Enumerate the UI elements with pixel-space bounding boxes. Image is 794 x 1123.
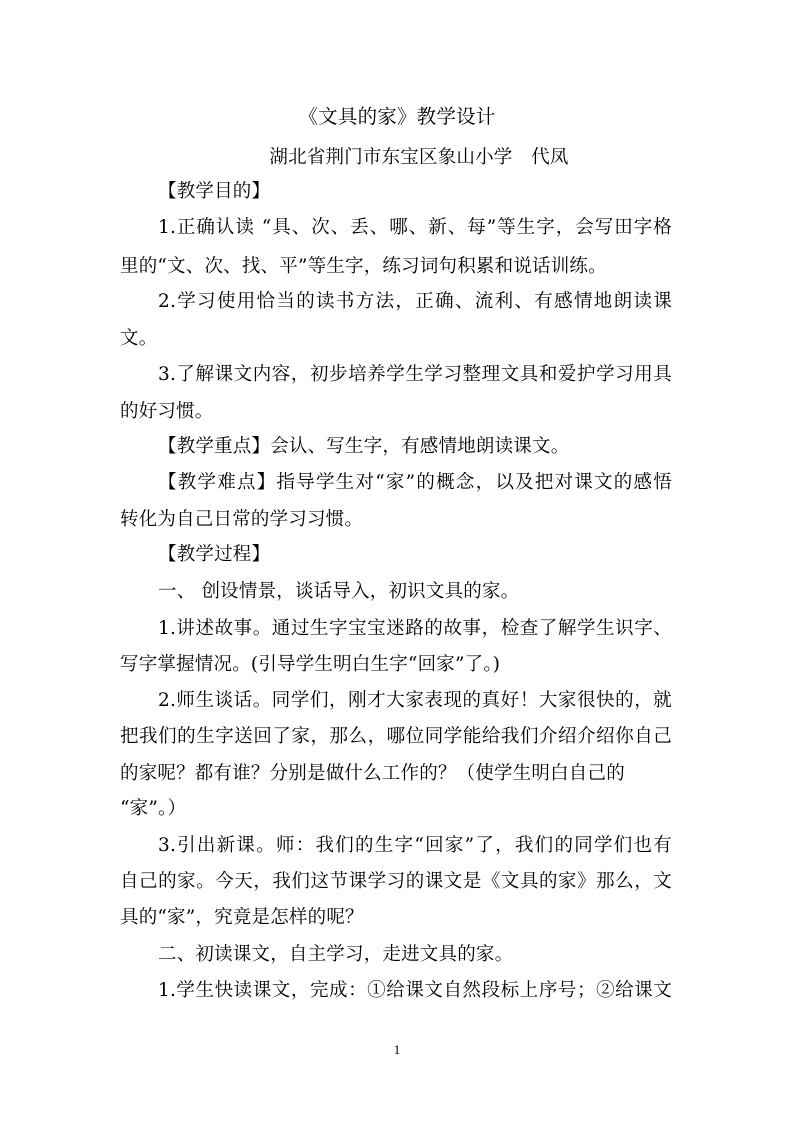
section-1-para-1-line-2: 写字掌握情况。(引导学生明白生字“回家”了。)	[120, 654, 501, 675]
section-1-para-2-line-3: 的家呢？都有谁？分别是做什么工作的？（使学生明白自己的	[120, 763, 625, 784]
objective-1-line-2: 里的“文、次、找、平”等生字，练习词句积累和说话训练。	[120, 256, 607, 277]
process-heading: 【教学过程】	[158, 544, 271, 565]
section-1-para-3-line-2: 自己的家。今天，我们这节课学习的课文是《文具的家》那么，文	[120, 871, 672, 892]
section-1-para-2-line-4: “家”。）	[120, 798, 187, 819]
section-1-para-1-line-1: 1.讲述故事。通过生字宝宝迷路的故事，检查了解学生识字、	[158, 618, 672, 639]
page-number: 1	[393, 1042, 401, 1057]
author-line: 湖北省荆门市东宝区象山小学 代凤	[269, 147, 569, 168]
difficulty-line-2: 转化为自己日常的学习习惯。	[120, 509, 364, 530]
section-2-heading: 二、初读课文，自主学习，走进文具的家。	[158, 944, 514, 965]
objective-2-line-1: 2.学习使用恰当的读书方法，正确、流利、有感情地朗读课	[158, 291, 672, 312]
section-1-para-2-line-2: 把我们的生字送回了家，那么，哪位同学能给我们介绍介绍你自己	[120, 726, 672, 747]
section-1-para-3-line-1: 3.引出新课。师：我们的生字“回家”了，我们的同学们也有	[158, 835, 672, 856]
section-1-para-3-line-3: 具的“家”，究竟是怎样的呢？	[120, 907, 364, 928]
section-2-para-1-line-1: 1.学生快读课文，完成：①给课文自然段标上序号；②给课文	[158, 980, 672, 1001]
objectives-heading: 【教学目的】	[158, 181, 271, 202]
section-1-heading: 一、 创设情景，谈话导入，初识文具的家。	[158, 581, 520, 602]
document-title: 《文具的家》教学设计	[298, 105, 496, 128]
section-1-para-2-line-1: 2.师生谈话。同学们，刚才大家表现的真好！大家很快的，就	[158, 690, 672, 711]
objective-2-line-2: 文。	[120, 328, 158, 349]
difficulty-line-1: 【教学难点】指导学生对“家”的概念，以及把对课文的感悟	[158, 472, 672, 493]
objective-3-line-2: 的好习惯。	[120, 401, 214, 422]
objective-1-line-1: 1.正确认读 “具、次、丢、哪、新、每”等生字，会写田字格	[158, 217, 672, 238]
key-point: 【教学重点】会认、写生字，有感情地朗读课文。	[158, 436, 570, 457]
objective-3-line-1: 3.了解课文内容，初步培养学生学习整理文具和爱护学习用具	[158, 364, 672, 385]
